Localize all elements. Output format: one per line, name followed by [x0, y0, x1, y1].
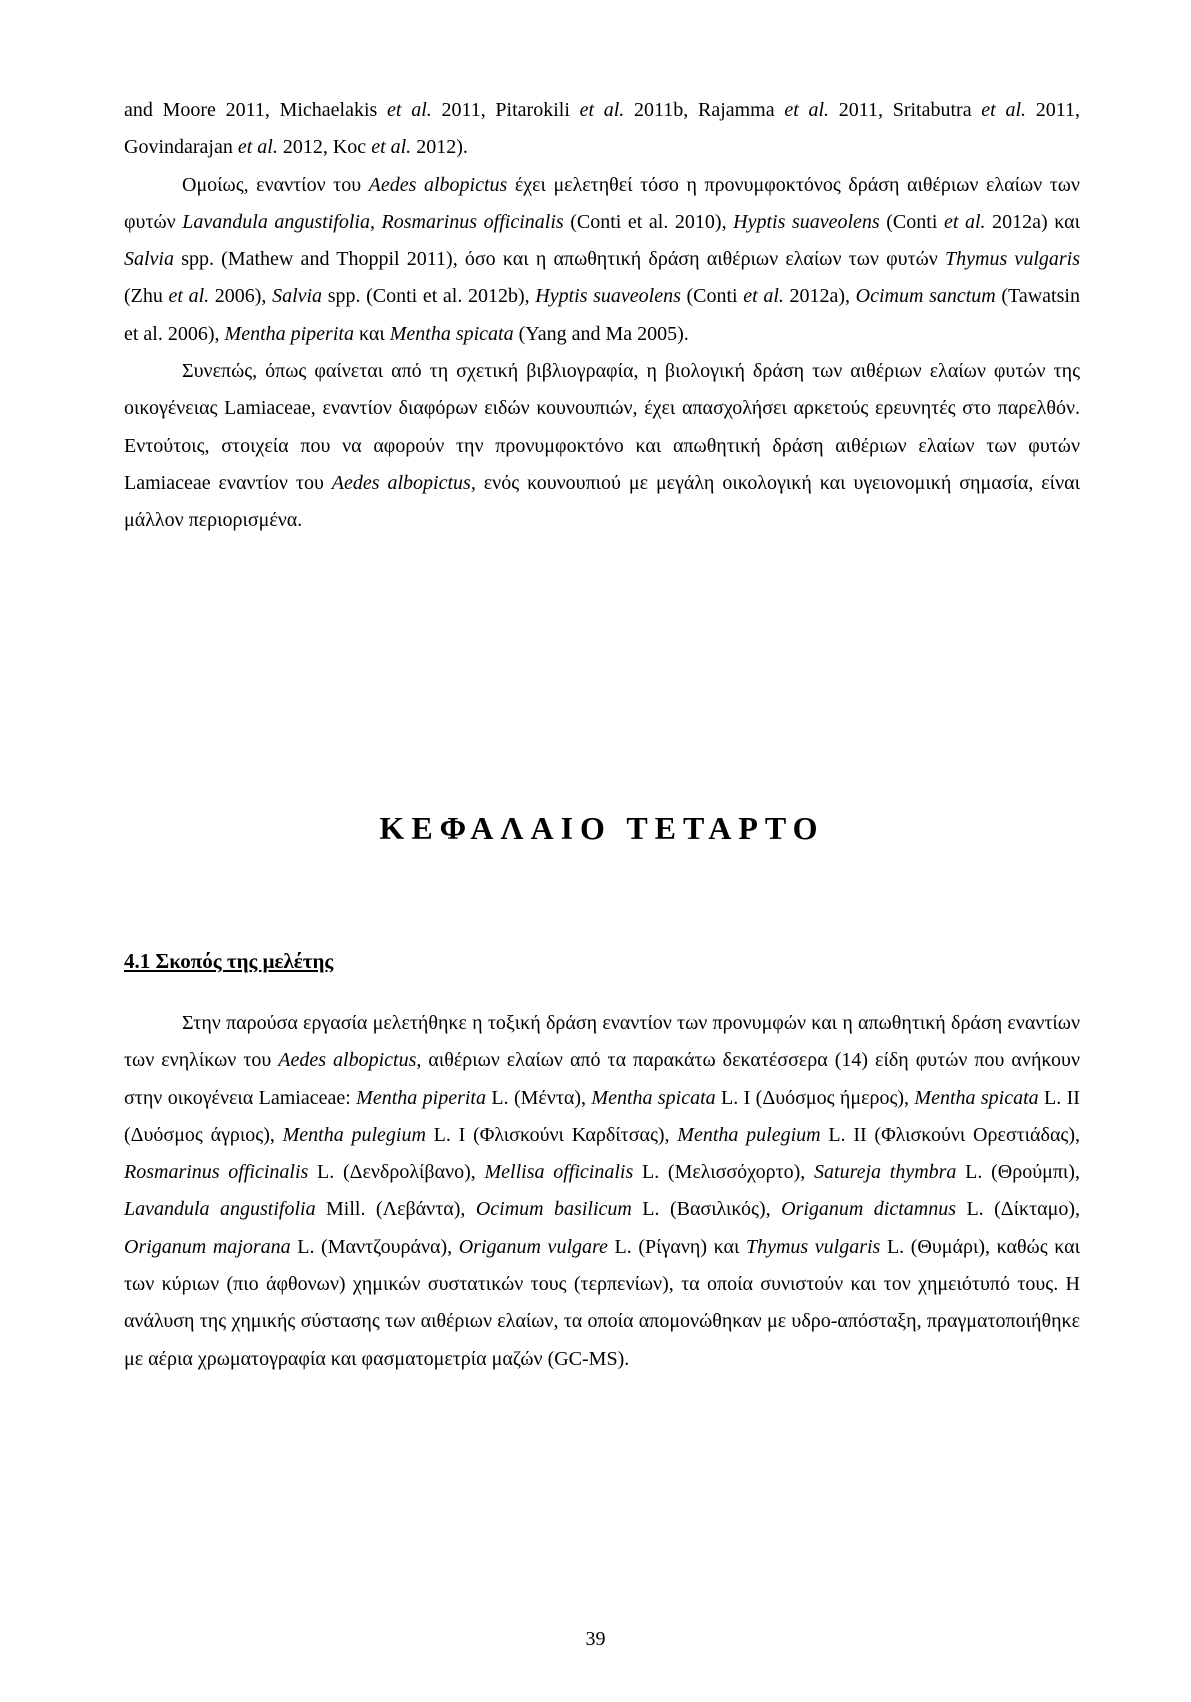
chapter-title: ΚΕΦΑΛΑΙΟ ΤΕΤΑΡΤΟ	[379, 810, 825, 846]
paragraph-references-continued: and Moore 2011, Michaelakis et al. 2011, Pitarokili et al. 2011b, Rajamma et al. 2011, Sritabutra et al. 2011, Govindarajan et al. 2012, Koc et al. 2012).	[124, 99, 1080, 159]
page-number: 39	[585, 1628, 606, 1650]
paragraph-aedes-studies: Ομοίως, εναντίον του Aedes albopictus έχει μελετηθεί τόσο η προνυμφοκτόνος δράση αιθέριων ελαίων των φυτών Lavandula angustifolia, Rosmarinus officinalis (Conti et al. 2010), Hyptis suaveolens (Conti et al. 2012a) και Salvia spp. (Mathew and Thoppil 2011), όσο και η απωθητική δράση αιθέριων ελαίων των φυτών Thymus vulgaris (Zhu et al. 2006), Salvia spp. (Conti et al. 2012b), Hyptis suaveolens (Conti et al. 2012a), Ocimum sanctum (Tawatsin et al. 2006), Mentha piperita και Mentha spicata (Yang and Ma 2005).	[124, 173, 1080, 345]
upper-text-block	[124, 92, 1080, 540]
section-heading: 4.1 Σκοπός της μελέτης	[124, 949, 334, 973]
lower-text-block	[124, 1005, 1080, 1378]
paragraph-study-aim: Στην παρούσα εργασία μελετήθηκε η τοξική δράση εναντίον των προνυμφών και η απωθητική δράση εναντίων των ενηλίκων του Aedes albopictus, αιθέριων ελαίων από τα παρακάτω δεκατέσσερα (14) είδη φυτών που ανήκουν στην οικογένεια Lamiaceae: Mentha piperita L. (Μέντα), Mentha spicata L. I (Δυόσμος ήμερος), Mentha spicata L. II (Δυόσμος άγριος), Mentha pulegium L. I (Φλισκούνι Καρδίτσας), Mentha pulegium L. II (Φλισκούνι Ορεστιάδας), Rosmarinus officinalis L. (Δενδρολίβανο), Mellisa officinalis L. (Μελισσόχορτο), Satureja thymbra L. (Θρούμπι), Lavandula angustifolia Mill. (Λεβάντα), Ocimum basilicum L. (Βασιλικός), Origanum dictamnus L. (Δίκταμο), Origanum majorana L. (Μαντζουράνα), Origanum vulgare L. (Ρίγανη) και Thymus vulgaris L. (Θυμάρι), καθώς και των κύριων (πιο άφθονων) χημικών συστατικών τους (τερπενίων), τα οποία συνιστούν και τον χημειότυπό τους. Η ανάλυση της χημικής σύστασης των αιθέριων ελαίων, τα οποία απομονώθηκαν με υδρο-απόσταξη, πραγματοποιήθηκε με αέρια χρωματογραφία και φασματομετρία μαζών (GC-MS).	[124, 1012, 1081, 1370]
paragraph-conclusion: Συνεπώς, όπως φαίνεται από τη σχετική βιβλιογραφία, η βιολογική δράση των αιθέριων ελαίων φυτών της οικογένειας Lamiaceae, εναντίον διαφόρων ειδών κουνουπιών, έχει απασχολήσει αρκετούς ερευνητές στο παρελθόν. Εντούτοις, στοιχεία που να αφορούν την προνυμφοκτόνο και απωθητική δράση αιθέριων ελαίων των φυτών Lamiaceae εναντίον του Aedes albopictus, ενός κουνουπιού με μεγάλη οικολογική και υγειονομική σημασία, είναι μάλλον περιορισμένα.	[124, 360, 1080, 532]
